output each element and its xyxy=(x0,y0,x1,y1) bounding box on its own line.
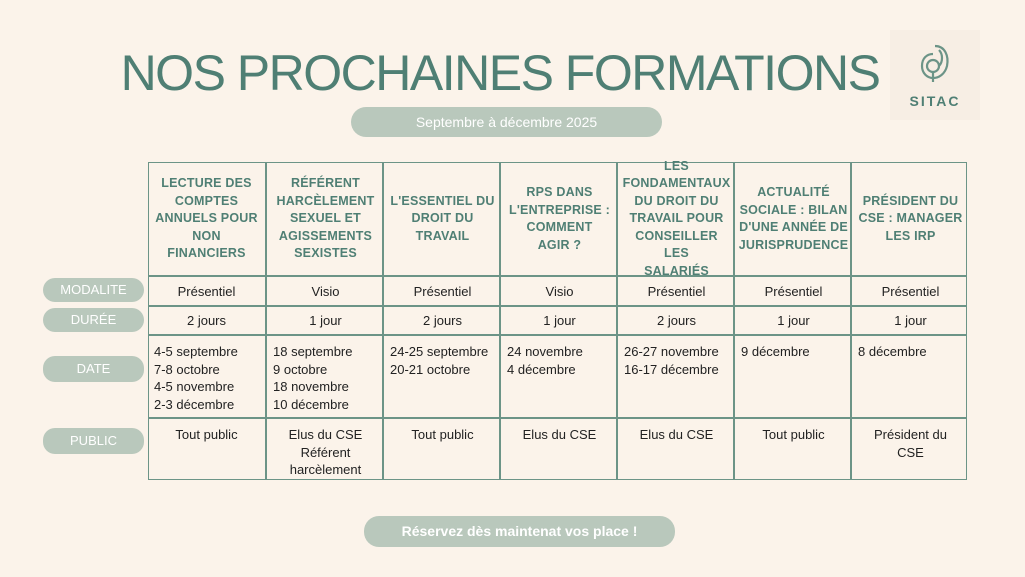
date-cell xyxy=(853,335,968,417)
course-title-line: FONDAMENTAUX xyxy=(622,176,731,191)
modalite-value: Visio xyxy=(545,284,574,299)
course-title xyxy=(853,163,968,275)
date-value: 4-5 novembre xyxy=(154,379,235,394)
date-cell xyxy=(149,335,264,417)
date-value: 8 décembre xyxy=(858,344,927,359)
course-title-line: DU DROIT DU xyxy=(634,193,719,208)
public-value: Elus du CSE xyxy=(522,427,597,442)
date-value: 16-17 décembre xyxy=(624,361,719,377)
public-value: Tout public xyxy=(175,427,238,442)
date-value: 2-3 décembre xyxy=(154,396,235,412)
course-title-line: L'ESSENTIEL DU xyxy=(390,193,495,208)
course-title-line: CONSEILLER LES xyxy=(635,228,718,261)
duree-value: 1 jour xyxy=(777,313,810,328)
course-title-line: PRÉSIDENT DU xyxy=(862,193,959,208)
date-value: 9 décembre xyxy=(741,344,810,359)
date-value: 18 novembre xyxy=(273,379,349,394)
date-value: 26-27 novembre xyxy=(624,344,719,359)
date-value: 24-25 septembre xyxy=(390,344,489,359)
course-title xyxy=(268,163,383,275)
sitac-logo-icon xyxy=(915,42,955,90)
date-cell xyxy=(385,335,500,417)
duree-value: 1 jour xyxy=(309,313,342,328)
modalite-cell xyxy=(149,276,264,305)
course-title-line: DROIT DU xyxy=(411,211,474,226)
course-title-line: SEXISTES xyxy=(294,246,357,261)
course-title-line: TRAVAIL xyxy=(415,228,470,243)
modalite-cell xyxy=(385,276,500,305)
course-title-line: JURISPRUDENCE xyxy=(738,237,849,252)
date-value: 7-8 octobre xyxy=(154,361,220,377)
modalite-cell xyxy=(502,276,617,305)
row-label-duree: DURÉE xyxy=(43,308,144,332)
course-title-line: SOCIALE : BILAN xyxy=(739,202,848,217)
public-value: Elus du CSE xyxy=(288,427,363,442)
date-value: 20-21 octobre xyxy=(390,361,471,377)
public-cell xyxy=(268,418,383,480)
public-value: Président du xyxy=(874,427,947,442)
duree-value: 1 jour xyxy=(894,313,927,328)
course-title-line: L'ENTREPRISE : xyxy=(509,202,610,217)
duree-cell xyxy=(502,306,617,334)
modalite-cell xyxy=(736,276,851,305)
course-title-line: RÉFÉRENT xyxy=(291,176,360,191)
course-title-line: SEXUEL ET xyxy=(289,211,362,226)
modalite-value: Présentiel xyxy=(881,284,940,299)
duree-cell xyxy=(853,306,968,334)
date-value: 18 septembre xyxy=(273,344,353,359)
course-title-line: RPS DANS xyxy=(526,185,593,199)
course-title-line: CSE : MANAGER xyxy=(858,211,963,226)
duree-value: 1 jour xyxy=(543,313,576,328)
public-value: Tout public xyxy=(411,427,474,442)
date-value: 10 décembre xyxy=(273,396,349,412)
course-title xyxy=(149,163,264,275)
page-title: NOS PROCHAINES FORMATIONS xyxy=(120,45,880,101)
course-title-line: COMPTES xyxy=(174,193,239,208)
public-cell xyxy=(385,418,500,480)
course-title-line: LECTURE DES xyxy=(161,176,252,191)
modalite-value: Présentiel xyxy=(177,284,236,299)
course-title-line: NON FINANCIERS xyxy=(167,228,246,261)
date-value: 4-5 septembre xyxy=(154,344,238,359)
course-title xyxy=(619,158,734,278)
date-value: 4 décembre xyxy=(507,361,576,377)
reserve-button[interactable]: Réservez dès maintenat vos place ! xyxy=(364,516,675,547)
public-value: CSE xyxy=(897,444,924,460)
date-range-badge: Septembre à décembre 2025 xyxy=(351,107,662,137)
course-title-line: AGIR ? xyxy=(537,237,582,252)
duree-cell xyxy=(268,306,383,334)
course-title-line: D'UNE ANNÉE DE xyxy=(739,220,848,234)
public-cell xyxy=(502,418,617,480)
duree-value: 2 jours xyxy=(186,313,227,328)
public-value: Tout public xyxy=(762,427,825,442)
duree-cell xyxy=(619,306,734,334)
course-title-line: TRAVAIL POUR xyxy=(629,211,724,226)
public-cell xyxy=(149,418,264,480)
row-label-modalite: MODALITE xyxy=(43,278,144,302)
public-cell xyxy=(853,418,968,480)
public-cell xyxy=(619,418,734,480)
course-title-line: ANNUELS POUR xyxy=(155,211,258,226)
modalite-cell xyxy=(619,276,734,305)
duree-value: 2 jours xyxy=(656,313,697,328)
modalite-value: Présentiel xyxy=(647,284,706,299)
course-title-line: SALARIÉS xyxy=(644,263,709,278)
course-title-line: ACTUALITÉ xyxy=(757,185,830,199)
date-value: 24 novembre xyxy=(507,344,583,359)
formations-table xyxy=(148,158,967,480)
course-title xyxy=(736,163,851,275)
row-label-date: DATE xyxy=(43,356,144,382)
course-title-line: LES xyxy=(664,158,689,173)
modalite-cell xyxy=(268,276,383,305)
public-value: Elus du CSE xyxy=(639,427,714,442)
duree-cell xyxy=(385,306,500,334)
date-cell xyxy=(736,335,851,417)
modalite-value: Présentiel xyxy=(764,284,823,299)
date-value: 9 octobre xyxy=(273,361,328,377)
public-cell xyxy=(736,418,851,480)
course-title-line: AGISSEMENTS xyxy=(278,228,373,243)
date-cell xyxy=(619,335,734,417)
modalite-cell xyxy=(853,276,968,305)
course-title-line: HARCÈLEMENT xyxy=(276,193,375,208)
sitac-logo xyxy=(890,30,980,120)
public-value: harcèlement xyxy=(289,462,362,477)
course-title-line: COMMENT xyxy=(526,220,593,234)
duree-cell xyxy=(736,306,851,334)
modalite-value: Présentiel xyxy=(413,284,472,299)
row-label-public: PUBLIC xyxy=(43,428,144,454)
duree-value: 2 jours xyxy=(422,313,463,328)
modalite-value: Visio xyxy=(311,284,340,299)
public-value: Référent xyxy=(300,444,351,460)
course-title-line: LES IRP xyxy=(885,228,936,243)
duree-cell xyxy=(149,306,264,334)
logo-text: SITAC xyxy=(909,93,961,109)
course-title xyxy=(502,163,617,275)
date-cell xyxy=(502,335,617,417)
date-cell xyxy=(268,335,383,417)
course-title xyxy=(385,163,500,275)
